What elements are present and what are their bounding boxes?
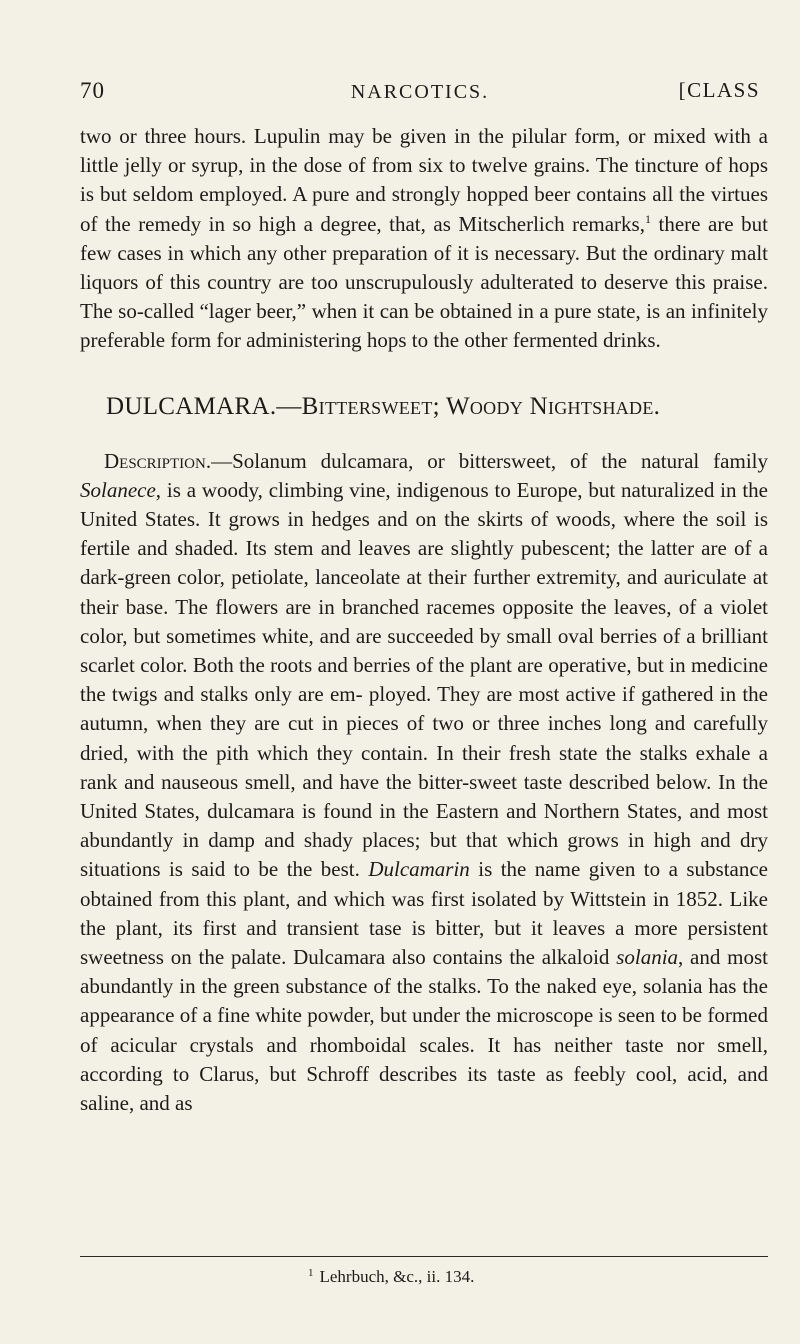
paragraph-text: is the name given to a substance obtained from this plant, and which was first isolated by Wittstein in 1852. Like the plant, its first and transient tase is bitter, but it leaves a more persistent sweetness on the palate. Dulcamara also contains the alkaloid [80,857,768,970]
paragraph-continuation [80,122,768,356]
section-heading [106,391,768,423]
paragraph-text: Solanum dulcamara, or bittersweet, of the natural family [232,448,768,473]
dulcamarin-term: Dulcamarin [368,857,470,882]
paragraph-text: , and most abundantly in the green substance of the stalks. To the naked eye, solania has the appearance of a fine white powder, but under the microscope is seen to be formed of acicular crystals and rhomboidal scales. It has neither taste nor smell, according to Clarus, but Schroff describes its taste as feebly cool, acid, and saline, and as [80,945,768,1116]
footnote-text: Lehrbuch, &c., ii. 134. [319,1267,475,1286]
solania-term: solania [616,945,679,970]
section-heading-main: DULCAMARA.— [106,392,302,420]
section-heading-sub: Bittersweet; Woody Nightshade. [301,392,661,420]
footnote [308,1266,474,1288]
paragraph-text: , is a woody, climbing vine, indigenous to Europe, but naturalized in the United States. It grows in hedges and on the skirts of woods, where the soil is fertile and shaded. Its stem and leaves are slightly pubescent; the latter are of a dark-green color, petiolate, lanceolate at their further extremity, and auriculate at their base. The flowers are in branched racemes opposite the leaves, of a violet color, but sometimes white, and are succeeded by small oval berries of a brilliant scarlet color. Both the roots and berries of the plant are operative, but in medicine the twigs and stalks only are em- ployed. They are most active if gathered in the autumn, when they are cut in pieces of two or three inches long and carefully dried, with the pith which they contain. In their fresh state the stalks exhale a rank and nauseous smell, and have the bitter-sweet taste described below. In the United States, dulcamara is found in the Eastern and Northern States, and most abundantly in damp and shady places; but that which grows in high and dry situations is said to be the best. [80,477,768,882]
page-number: 70 [80,78,105,103]
body-text [80,122,768,1118]
running-head [80,78,760,114]
running-title: NARCOTICS. [350,81,490,103]
description-dash: — [211,448,233,473]
description-label: Description. [104,448,212,473]
footnote-reference: 1 [644,211,651,226]
class-label: [CLASS [678,78,760,102]
paragraph-text: there are but few cases in which any other preparation of it is necessary. But the ordinary malt liquors of this country are too unscrupulously adulterated to deserve this praise. The so-called “lager beer,” when it can be obtained in a pure state, is an infinitely preferable form for administering hops to the other fermented drinks. [80,211,768,353]
footnote-divider [80,1256,768,1257]
description-paragraph [80,447,768,1119]
footnote-marker: 1 [308,1267,314,1279]
paragraph-text: two or three hours. Lupulin may be given in the pilular form, or mixed with a little jelly or syrup, in the dose of from six to twelve grains. The tincture of hops is but seldom employed. A pure and strongly hopped beer contains all the virtues of the remedy in so high a degree, that, as Mitscherlich remarks, [80,124,768,236]
family-name: Solanece [80,477,156,502]
